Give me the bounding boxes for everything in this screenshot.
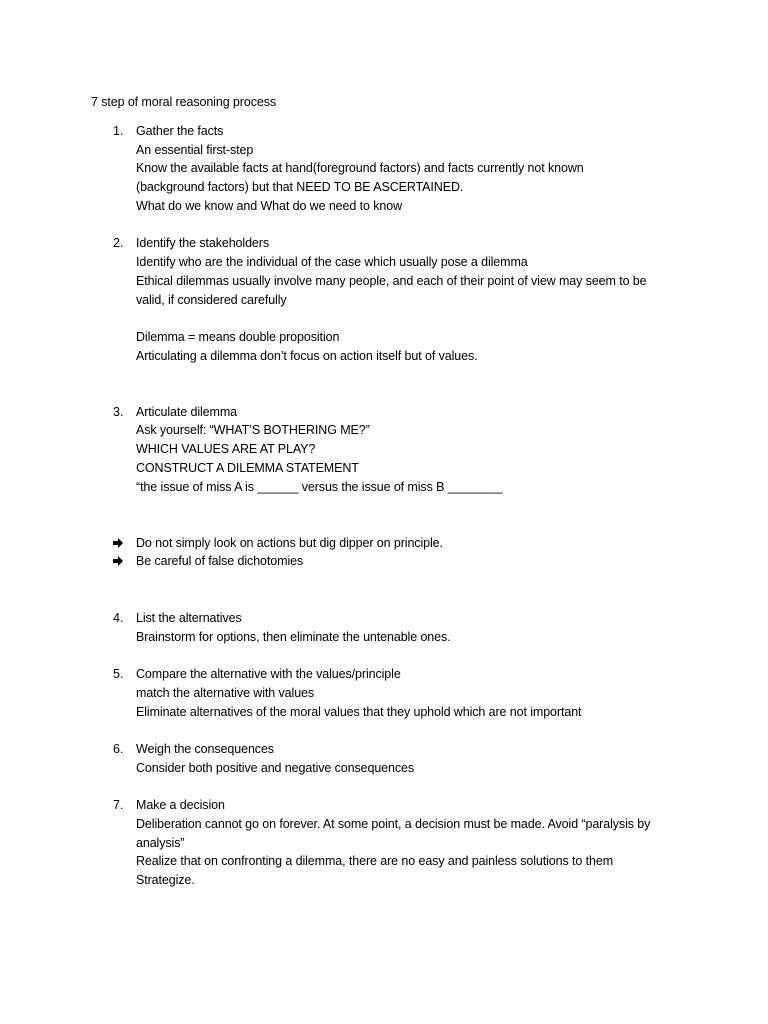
step-line: valid, if considered carefully — [136, 293, 287, 307]
step-number: 1. — [113, 124, 124, 138]
step-line: Ethical dilemmas usually involve many people, and each of their point of view may seem to be — [136, 274, 647, 288]
step-number: 2. — [113, 236, 124, 250]
bullet-item: Be careful of false dichotomies — [136, 554, 304, 568]
step-heading: Identify the stakeholders — [136, 236, 269, 250]
step-line: (background factors) but that NEED TO BE ASCERTAINED. — [136, 180, 464, 194]
step-heading: Weigh the consequences — [136, 742, 274, 756]
step-number: 5. — [113, 667, 124, 681]
arrow-bullet-icon — [112, 553, 124, 569]
step-line: Dilemma = means double proposition — [136, 330, 340, 344]
document-title: 7 step of moral reasoning process — [91, 95, 276, 109]
step-line: Ask yourself: “WHAT’S BOTHERING ME?” — [136, 423, 370, 437]
step-line: Deliberation cannot go on forever. At some point, a decision must be made. Avoid “paralysis by — [136, 817, 651, 831]
step-number: 4. — [113, 611, 124, 625]
step-number: 3. — [113, 405, 124, 419]
step-heading: Compare the alternative with the values/principle — [136, 667, 401, 681]
step-line: Know the available facts at hand(foreground factors) and facts currently not known — [136, 161, 584, 175]
step-line: What do we know and What do we need to know — [136, 199, 402, 213]
step-number: 6. — [113, 742, 124, 756]
bullet-item: Do not simply look on actions but dig dipper on principle. — [136, 536, 443, 550]
step-line: match the alternative with values — [136, 686, 315, 700]
step-line: Eliminate alternatives of the moral values that they uphold which are not important — [136, 705, 582, 719]
step-heading: Articulate dilemma — [136, 405, 238, 419]
step-line: Brainstorm for options, then eliminate the untenable ones. — [136, 630, 451, 644]
step-heading: List the alternatives — [136, 611, 242, 625]
step-number: 7. — [113, 798, 124, 812]
step-heading: Make a decision — [136, 798, 225, 812]
step-line: “the issue of miss A is ______ versus the issue of miss B ________ — [136, 480, 503, 494]
step-line: WHICH VALUES ARE AT PLAY? — [136, 442, 316, 456]
step-line: analysis” — [136, 836, 185, 850]
arrow-bullet-icon — [112, 535, 124, 551]
step-line: Strategize. — [136, 873, 195, 887]
step-line: CONSTRUCT A DILEMMA STATEMENT — [136, 461, 359, 475]
step-line: Realize that on confronting a dilemma, there are no easy and painless solutions to them — [136, 854, 614, 868]
step-line: Articulating a dilemma don’t focus on action itself but of values. — [136, 349, 478, 363]
step-line: An essential first-step — [136, 143, 254, 157]
step-line: Consider both positive and negative consequences — [136, 761, 415, 775]
step-heading: Gather the facts — [136, 124, 224, 138]
step-line: Identify who are the individual of the case which usually pose a dilemma — [136, 255, 528, 269]
